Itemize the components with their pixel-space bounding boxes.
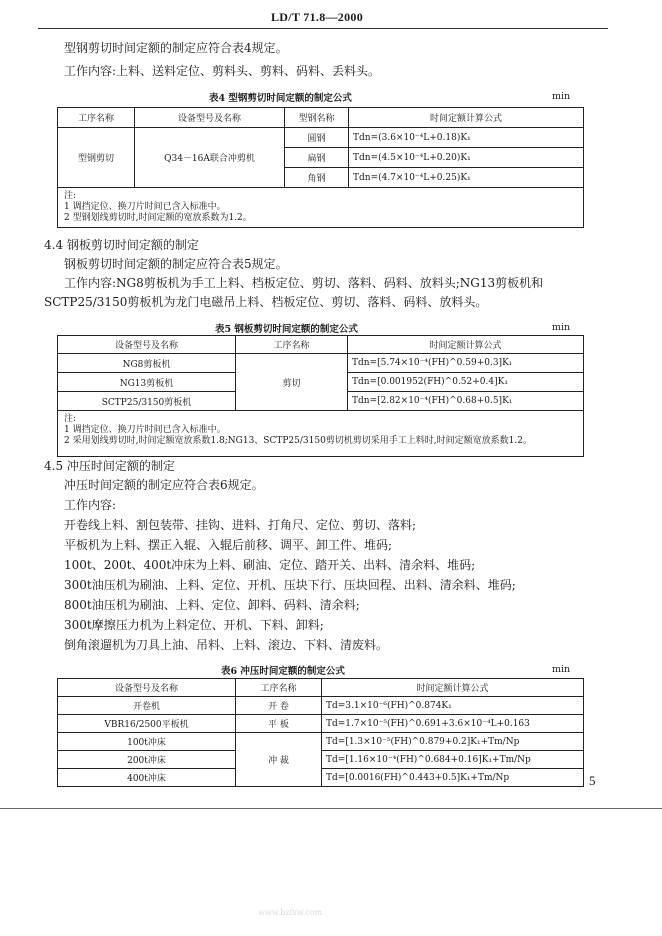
paragraph: 800t油压机为刷油、上料、定位、卸料、码料、清余料; [64,598,360,612]
column-header: 工序名称 [236,679,322,697]
page-number: 5 [589,773,596,788]
paragraph: 工作内容: [64,498,117,512]
header-rule [38,28,608,29]
paragraph: SCTP25/3150剪板机为龙门电磁吊上料、档板定位、剪切、落料、码料、放料头。 [44,295,488,309]
column-header: 时间定额计算公式 [348,336,584,354]
watermark: www.bzfxw.com [258,908,323,917]
paragraph: 开卷线上料、割包装带、挂钩、进料、打角尺、定位、剪切、落料; [64,518,417,532]
standard-number: LD/T 71.8—2000 [271,10,363,24]
column-header: 工序名称 [236,336,348,354]
formula-cell: Td=[0.0016(FH)^0.443+0.5]K₁+Tm/Np [322,769,584,787]
table-6 [57,678,584,787]
column-header: 时间定额计算公式 [349,108,584,128]
equipment-cell: VBR16/2500平板机 [58,715,236,733]
formula-cell: Tdn=[0.001952(FH)^0.52+0.4]K₁ [348,373,584,392]
equipment-cell: 开卷机 [58,697,236,715]
formula-cell: Td=[1.3×10⁻⁵(FH)^0.879+0.2]K₁+Tm/Np [322,733,584,751]
paragraph: 型钢剪切时间定额的制定应符合表4规定。 [64,41,288,55]
table-cell: 角钢 [285,168,349,188]
column-header: 设备型号及名称 [135,108,285,128]
process-cell: 剪切 [236,354,348,411]
paragraph: 100t、200t、400t冲床为上料、刷油、定位、踏开关、出料、清余料、堆码; [64,558,476,572]
equipment-cell: 100t冲床 [58,733,236,751]
table-note [58,188,584,228]
equipment-cell: 400t冲床 [58,769,236,787]
table-cell: 圆钢 [285,128,349,148]
process-cell: 开 卷 [236,697,322,715]
column-header: 型钢名称 [285,108,349,128]
equipment-cell: 200t冲床 [58,751,236,769]
table-cell: 扁钢 [285,148,349,168]
table-caption: 表4 型钢剪切时间定额的制定公式 [209,93,352,104]
process-cell: 平 板 [236,715,322,733]
formula-cell: Tdn=(4.5×10⁻⁴L+0.20)K₁ [349,148,584,168]
unit-label: min [552,91,571,102]
paragraph: 工作内容:NG8剪板机为手工上料、档板定位、剪切、落料、码料、放料头;NG13剪板机和 [64,276,544,290]
note-line: 注: [64,414,77,424]
formula-cell: Tdn=(4.7×10⁻⁴L+0.25)K₁ [349,168,584,188]
formula-cell: Tdn=[2.82×10⁻⁴(FH)^0.68+0.5]K₁ [348,392,584,411]
note-line: 注: [64,191,77,201]
paragraph: 300t油压机为刷油、上料、定位、开机、压块下行、压块回程、出料、清余料、堆码; [64,578,516,592]
paragraph: 平板机为上料、摆正入辊、入辊后前移、调平、卸工件、堆码; [64,538,393,552]
unit-label: min [552,664,571,675]
note-line: 2 采用划线剪切时,时间定额宽放系数1.8;NG13、SCTP25/3150剪切机剪切采用手工上料时,时间定额宽放系数1.2。 [64,436,532,446]
equipment-cell: NG8剪板机 [58,354,236,373]
note-line: 1 调挡定位、换刀片时间已含入标准中。 [64,425,226,435]
table-caption: 表5 钢板剪切时间定额的制定公式 [215,324,358,335]
process-cell: 冲 裁 [236,733,322,787]
column-header: 设备型号及名称 [58,679,236,697]
formula-cell: Td=1.7×10⁻⁵(FH)^0.691+3.6×10⁻⁴L+0.163 [322,715,584,733]
formula-cell: Td=[1.16×10⁻⁴(FH)^0.684+0.16]K₁+Tm/Np [322,751,584,769]
equipment-cell: Q34－16A联合冲剪机 [135,128,285,188]
note-line: 1 调挡定位、换刀片时间已含入标准中。 [64,202,226,212]
table-4 [57,107,584,228]
equipment-cell: SCTP25/3150剪板机 [58,392,236,411]
section-heading: 4.4 钢板剪切时间定额的制定 [44,238,199,252]
column-header: 工序名称 [58,108,135,128]
paragraph: 300t摩擦压力机为上料定位、开机、下料、卸料; [64,618,324,632]
paragraph: 工作内容:上料、送料定位、剪料头、剪料、码料、丢料头。 [64,64,381,78]
footer-rule [0,808,662,809]
paragraph: 倒角滚遛机为刀具上油、吊料、上料、滚边、下料、清废料。 [64,638,389,652]
column-header: 设备型号及名称 [58,336,236,354]
section-heading: 4.5 冲压时间定额的制定 [44,459,175,473]
paragraph: 冲压时间定额的制定应符合表6规定。 [64,478,264,492]
process-cell: 型钢剪切 [58,128,135,188]
table-note [58,411,584,457]
unit-label: min [552,322,571,333]
table-caption: 表6 冲压时间定额的制定公式 [221,666,345,677]
column-header: 时间定额计算公式 [322,679,584,697]
equipment-cell: NG13剪板机 [58,373,236,392]
formula-cell: Tdn=(3.6×10⁻⁴L+0.18)K₁ [349,128,584,148]
note-line: 2 型钢划线剪切时,时间定额的宽放系数为1.2。 [64,213,252,223]
table-5 [57,335,584,457]
formula-cell: Td=3.1×10⁻⁶(FH)^0.874K₁ [322,697,584,715]
paragraph: 钢板剪切时间定额的制定应符合表5规定。 [64,257,288,271]
formula-cell: Tdn=[5.74×10⁻⁴(FH)^0.59+0.3]K₁ [348,354,584,373]
